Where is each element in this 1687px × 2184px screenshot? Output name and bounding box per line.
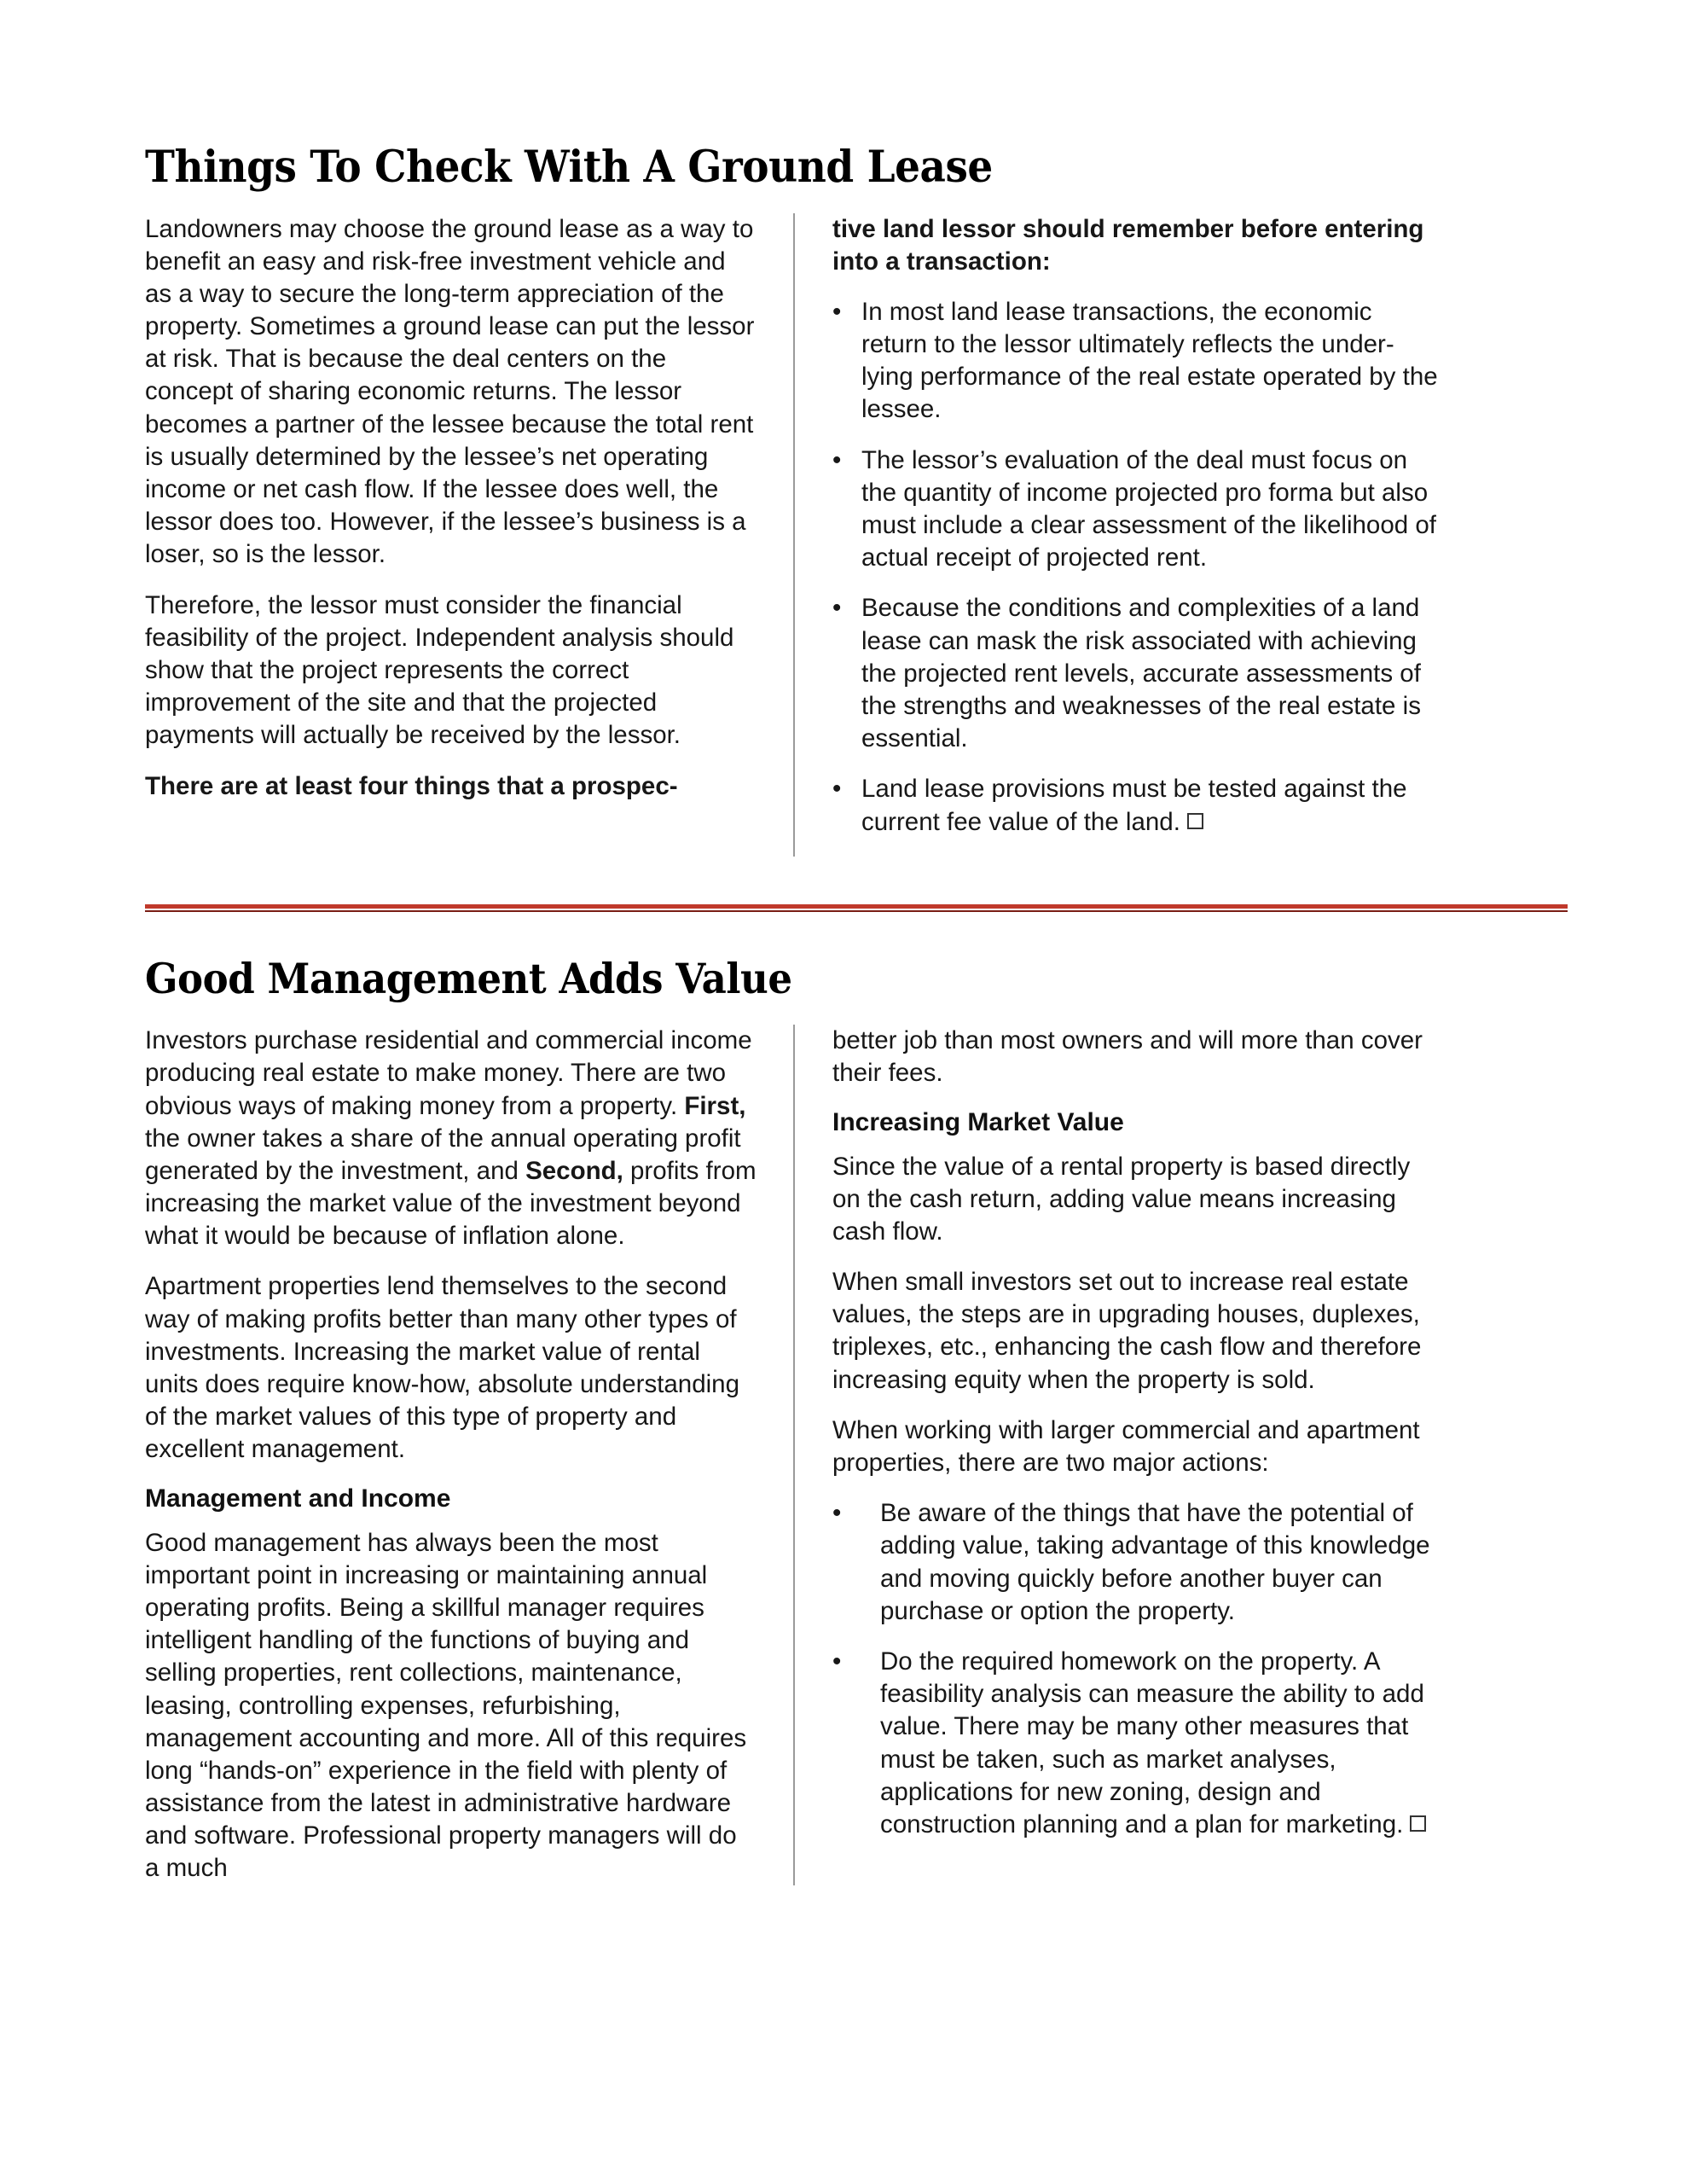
list-item-label: Land lease provisions must be tested against the current fee value of the land. (861, 775, 1407, 836)
bullet-icon: • (832, 1647, 842, 1676)
article-right-column (793, 1025, 1441, 1885)
list-item-label: Do the required homework on the property. A feasibility analysis can measure the ability to add value. There may be many other measures that must be taken, such as market analyses, applications for new zoning, design and construction planning and a plan for marketing. (880, 1647, 1424, 1838)
list-item-text (880, 1646, 1441, 1841)
two-column-layout (145, 213, 1568, 857)
bold-continuation: tive land lessor should remember before entering into a transaction: (832, 214, 1424, 276)
bullet-icon: • (832, 775, 842, 804)
emphasis-second: Second, (525, 1156, 623, 1185)
bullet-icon: • (832, 594, 842, 623)
list-item-text (861, 773, 1441, 838)
bullet-icon: • (832, 297, 842, 326)
paragraph: When small investors set out to increase real estate values, the steps are in upgrading houses, duplexes, triplexes, etc., enhancing the cash flow and therefore increasing equity when the property is sold. (832, 1268, 1422, 1394)
divider-thick-line (145, 904, 1568, 909)
article-title: Things To Check With A Ground Lease (145, 142, 993, 193)
end-of-article-icon (1410, 1815, 1426, 1832)
article-right-column (793, 213, 1441, 857)
list-item (832, 592, 1441, 755)
paragraph-continuation: better job than most owners and will more than cover their fees. (832, 1026, 1423, 1088)
list-item (832, 1646, 1441, 1841)
article-good-management (145, 953, 1568, 1885)
list-item-text: The lessor’s evaluation of the deal must focus on the quantity of income projected pro forma but also must include a clear assessment of the likelihood of actual receipt of projected rent. (861, 445, 1436, 572)
list-item (832, 296, 1441, 427)
list-item-text: Because the conditions and complexities of a land lease can mask the risk associated with achieving the projected rent levels, accurate assessments of the strengths and weaknesses of the real estate is essential. (861, 594, 1421, 753)
paragraph: Since the value of a rental property is based directly on the cash return, adding value means increasing cash flow. (832, 1152, 1411, 1246)
paragraph: Good management has always been the most important point in increasing or maintaining annual operating profits. Being a skillful manager requires intelligent handling of the functions of buying and selling properties, rent collections, maintenance, leasing, controlling expenses, refurbishing, management accounting and more. All of this requires long “hands-on” experience in the field with plenty of assistance from the latest in administrative hardware and software. Professional property managers will do a much (145, 1528, 747, 1883)
bullet-icon: • (832, 445, 842, 474)
article-title: Good Management Adds Value (145, 953, 792, 1003)
paragraph: Landowners may choose the ground lease as a way to benefit an easy and risk-free investment vehicle and as a way to secure the long-term appreciation of the property. Sometimes a ground lease can put the lessor at risk. That is because the deal centers on the concept of sharing economic returns. The lessor becomes a partner of the lessee because the total rent is usually determined by the lessee’s net operating income or net cash flow. If the lessee does well, the lessor does too. However, if the lessee’s business is a loser, so is the lessor. (145, 214, 755, 569)
article-left-column (145, 213, 793, 857)
list-item (832, 1497, 1441, 1628)
paragraph-part: profits from increasing the market value of the investment beyond what it would be because of inflation alone. (145, 1156, 757, 1251)
paragraph (145, 1025, 757, 1252)
article-ground-lease (145, 142, 1568, 857)
list-item (832, 444, 1441, 575)
article-left-column (145, 1025, 793, 1885)
bullet-icon: • (832, 1499, 842, 1528)
bold-lead-in: There are at least four things that a prospec- (145, 771, 678, 800)
list-item-text: Be aware of the things that have the potential of adding value, taking advantage of this knowledge and moving quickly before another buyer can purchase or option the property. (880, 1499, 1430, 1625)
two-column-layout (145, 1025, 1568, 1885)
paragraph: When working with larger commercial and apartment properties, there are two major actions: (832, 1415, 1420, 1478)
list-item (832, 773, 1441, 838)
end-of-article-icon (1187, 813, 1203, 829)
subheading: Increasing Market Value (832, 1107, 1124, 1136)
list-item-text: In most land lease transactions, the economic return to the lessor ultimately reflects the under-lying performance of the real estate operated by the lessee. (861, 297, 1438, 424)
section-divider (145, 904, 1568, 913)
emphasis-first: First, (684, 1091, 746, 1120)
paragraph-part: Investors purchase residential and commercial income producing real estate to make money. There are two obvious ways of making money from a property. (145, 1026, 752, 1120)
paragraph: Therefore, the lessor must consider the financial feasibility of the project. Independent analysis should show that the project represents the correct improvement of the site and that the projected payments will actually be received by the lessor. (145, 590, 734, 750)
paragraph-part: the owner takes a share of the annual operating profit generated by the investment, and (145, 1124, 741, 1185)
divider-thin-line (145, 910, 1568, 912)
paragraph: Apartment properties lend themselves to the second way of making profits better than many other types of investments. Increasing the market value of rental units does require know-how, absolute understanding of the market values of this type of property and excellent management. (145, 1272, 739, 1464)
subheading: Management and Income (145, 1484, 451, 1513)
